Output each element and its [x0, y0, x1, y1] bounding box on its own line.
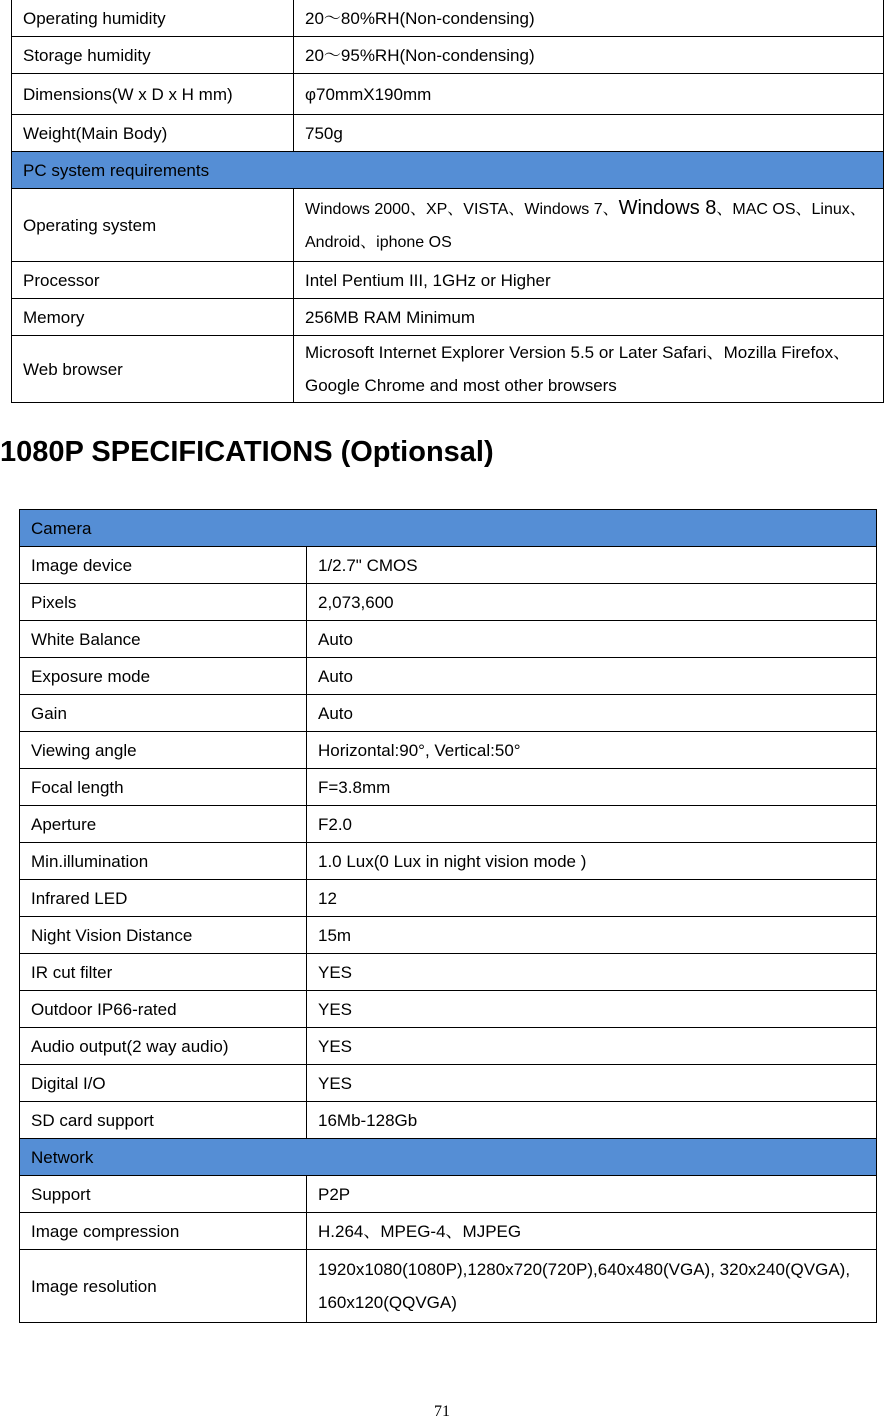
spec-label: Night Vision Distance: [20, 917, 307, 954]
spec-value-part: 、MAC OS、Linux、Android、iphone OS: [305, 200, 866, 251]
table-row: [12, 74, 884, 115]
section-header-row: [12, 152, 884, 189]
table-row: [20, 1028, 877, 1065]
spec-label: Image compression: [20, 1213, 307, 1250]
spec-label: Image device: [20, 547, 307, 584]
spec-label: Audio output(2 way audio): [20, 1028, 307, 1065]
spec-label: Dimensions(W x D x H mm): [12, 74, 294, 115]
spec-label: Exposure mode: [20, 658, 307, 695]
table-row: [20, 547, 877, 584]
table-row: [20, 880, 877, 917]
table-row: [20, 769, 877, 806]
spec-label: Processor: [12, 262, 294, 299]
spec-value: F=3.8mm: [307, 769, 877, 806]
spec-value: 15m: [307, 917, 877, 954]
spec-value: YES: [307, 1028, 877, 1065]
table-row: [12, 299, 884, 336]
spec-value: 1/2.7" CMOS: [307, 547, 877, 584]
spec-label: Min.illumination: [20, 843, 307, 880]
spec-value: Auto: [307, 695, 877, 732]
spec-label: Support: [20, 1176, 307, 1213]
spec-value: 20～95%RH(Non-condensing): [294, 37, 884, 74]
section-header: Network: [20, 1139, 877, 1176]
table-row: [20, 1065, 877, 1102]
table-row: [20, 732, 877, 769]
spec-value: 12: [307, 880, 877, 917]
spec-label: Weight(Main Body): [12, 115, 294, 152]
section-header: Camera: [20, 510, 877, 547]
spec-label: Outdoor IP66-rated: [20, 991, 307, 1028]
spec-value: F2.0: [307, 806, 877, 843]
spec-value: YES: [307, 991, 877, 1028]
spec-value: H.264、MPEG-4、MJPEG: [307, 1213, 877, 1250]
spec-value: Auto: [307, 658, 877, 695]
spec-label: White Balance: [20, 621, 307, 658]
table-row: [20, 991, 877, 1028]
table-row: [12, 37, 884, 74]
spec-value: φ70mmX190mm: [294, 74, 884, 115]
section-header: PC system requirements: [12, 152, 884, 189]
spec-label: Focal length: [20, 769, 307, 806]
spec-value: YES: [307, 954, 877, 991]
table-row: [20, 1102, 877, 1139]
section-header-row: [20, 510, 877, 547]
table-row: [20, 695, 877, 732]
spec-value: 256MB RAM Minimum: [294, 299, 884, 336]
table-row: [20, 621, 877, 658]
spec-value: 1.0 Lux(0 Lux in night vision mode ): [307, 843, 877, 880]
spec-value: Auto: [307, 621, 877, 658]
spec-value: YES: [307, 1065, 877, 1102]
table-row: [12, 115, 884, 152]
spec-label: Memory: [12, 299, 294, 336]
table-row: [20, 954, 877, 991]
table-row: [20, 843, 877, 880]
spec-label: Pixels: [20, 584, 307, 621]
table-row: [20, 917, 877, 954]
spec-label: Storage humidity: [12, 37, 294, 74]
spec-value: Intel Pentium III, 1GHz or Higher: [294, 262, 884, 299]
spec-label: Operating system: [12, 189, 294, 262]
table-row: [12, 262, 884, 299]
section-heading: 1080P SPECIFICATIONS (Optionsal): [0, 436, 494, 468]
spec-value: 16Mb-128Gb: [307, 1102, 877, 1139]
table-row: [20, 806, 877, 843]
table-row: [20, 584, 877, 621]
spec-value: 2,073,600: [307, 584, 877, 621]
spec-label: Image resolution: [20, 1250, 307, 1323]
section-header-row: [20, 1139, 877, 1176]
table-row: [20, 658, 877, 695]
spec-value: [294, 189, 884, 262]
spec-label: SD card support: [20, 1102, 307, 1139]
spec-value: Microsoft Internet Explorer Version 5.5 or Later Safari、Mozilla Firefox、Google Chrome and most other browsers: [294, 336, 884, 403]
spec-value-part: Windows 2000、XP、VISTA、Windows 7、: [305, 200, 619, 218]
spec-label: Operating humidity: [12, 0, 294, 37]
spec-label: Viewing angle: [20, 732, 307, 769]
table-row: [20, 1250, 877, 1323]
spec-value: 750g: [294, 115, 884, 152]
page-number: 71: [434, 1403, 450, 1420]
table-row: [20, 1213, 877, 1250]
spec-value: P2P: [307, 1176, 877, 1213]
table-row: [12, 0, 884, 37]
table-row: [12, 189, 884, 262]
spec-label: Infrared LED: [20, 880, 307, 917]
spec-label: Digital I/O: [20, 1065, 307, 1102]
spec-value: 1920x1080(1080P),1280x720(720P),640x480(VGA), 320x240(QVGA), 160x120(QQVGA): [307, 1250, 877, 1323]
table-row: [20, 1176, 877, 1213]
spec-value: 20～80%RH(Non-condensing): [294, 0, 884, 37]
spec-label: Gain: [20, 695, 307, 732]
spec-value-part: Windows 8: [618, 196, 717, 219]
pc-specs-table: [11, 0, 884, 403]
spec-value: Horizontal:90°, Vertical:50°: [307, 732, 877, 769]
table-row: [12, 336, 884, 403]
spec-label: Aperture: [20, 806, 307, 843]
spec-label: Web browser: [12, 336, 294, 403]
spec-label: IR cut filter: [20, 954, 307, 991]
1080p-specs-table: [19, 509, 877, 1323]
